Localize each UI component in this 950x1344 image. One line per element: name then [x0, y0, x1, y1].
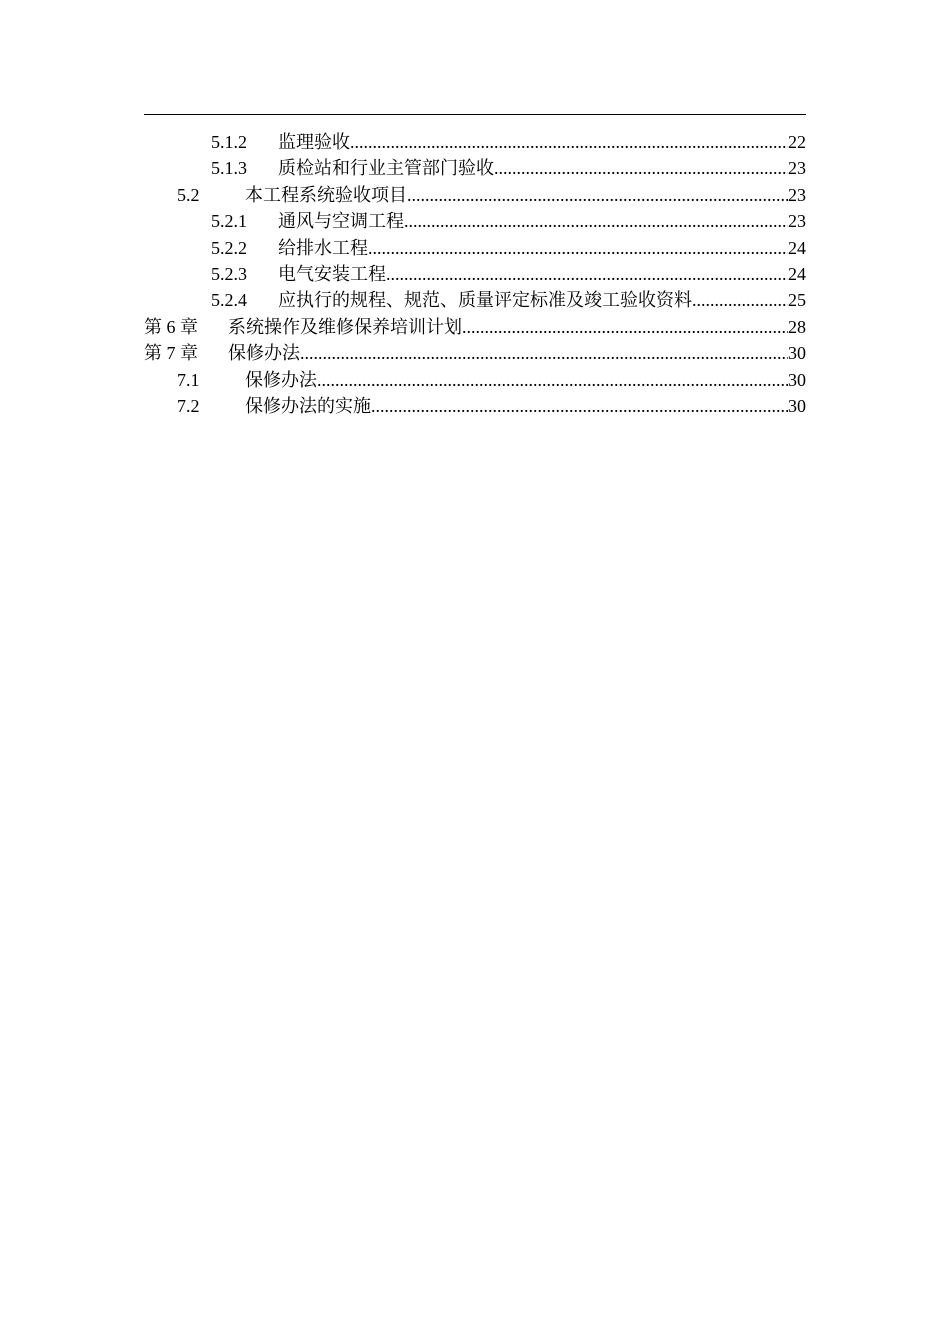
toc-dot-leader [462, 314, 788, 340]
toc-entry-title: 质检站和行业主管部门验收 [278, 158, 494, 180]
toc-entry[interactable] [144, 129, 806, 155]
toc-entry-title: 监理验收 [278, 132, 350, 153]
toc-entry-number: 5.2.3 [211, 263, 247, 284]
toc-entry-number: 5.2.2 [211, 237, 247, 258]
toc-entry-title: 电气安装工程 [278, 263, 386, 285]
toc-entry-number: 5.2 [177, 184, 200, 205]
toc-entry[interactable] [144, 182, 806, 208]
toc-entry-page: 30 [788, 343, 806, 364]
toc-entry-title: 保修办法 [245, 369, 317, 391]
toc-entry-page: 23 [788, 184, 806, 205]
toc-entry-page: 23 [788, 158, 806, 179]
toc-entry-title: 本工程系统验收项目 [245, 184, 407, 206]
toc-entry[interactable] [144, 235, 806, 261]
toc-entry-page: 25 [788, 290, 806, 311]
toc-entry[interactable] [144, 314, 806, 340]
toc-entry-title: 给排水工程 [278, 237, 368, 259]
header-rule [144, 114, 806, 115]
toc-dot-leader [692, 287, 788, 313]
toc-entry-title: 保修办法 [228, 343, 300, 365]
toc-entry-title: 应执行的规程、规范、质量评定标准及竣工验收资料 [278, 290, 692, 312]
toc-dot-leader [368, 235, 788, 261]
toc-entry[interactable] [144, 208, 806, 234]
toc-entry-page: 24 [788, 263, 806, 284]
toc-entry-page: 22 [788, 132, 806, 152]
toc-entry[interactable] [144, 340, 806, 366]
toc-entry-number: 第 6 章 [144, 316, 198, 337]
toc-entry[interactable] [144, 393, 806, 419]
toc-entry-number: 7.2 [177, 395, 200, 416]
toc-dot-leader [317, 367, 788, 393]
toc-dot-leader [407, 182, 788, 208]
toc-entry-page: 30 [788, 369, 806, 390]
toc-entry-page: 24 [788, 237, 806, 258]
toc-entry-number: 7.1 [177, 369, 200, 390]
toc-entry-number: 5.2.1 [211, 211, 247, 232]
toc-dot-leader [350, 129, 788, 155]
toc-entry-page: 23 [788, 211, 806, 232]
toc-dot-leader [404, 208, 788, 234]
toc-entry-title: 系统操作及维修保养培训计划 [228, 316, 462, 338]
toc-entry[interactable] [144, 261, 806, 287]
toc-entry[interactable] [144, 367, 806, 393]
toc-dot-leader [494, 155, 788, 181]
toc-entry-page: 30 [788, 395, 806, 416]
toc-entry-title: 保修办法的实施 [245, 395, 371, 417]
toc-dot-leader [386, 261, 788, 287]
table-of-contents [144, 129, 806, 419]
toc-dot-leader [300, 340, 788, 366]
toc-entry[interactable] [144, 155, 806, 181]
toc-entry-number: 第 7 章 [144, 343, 198, 364]
toc-entry-number: 5.1.3 [211, 158, 247, 179]
toc-entry-page: 28 [788, 316, 806, 337]
toc-entry-number: 5.2.4 [211, 290, 247, 311]
toc-entry-title: 通风与空调工程 [278, 211, 404, 233]
toc-entry-number: 5.1.2 [211, 132, 247, 152]
toc-dot-leader [371, 393, 788, 419]
toc-entry[interactable] [144, 287, 806, 313]
